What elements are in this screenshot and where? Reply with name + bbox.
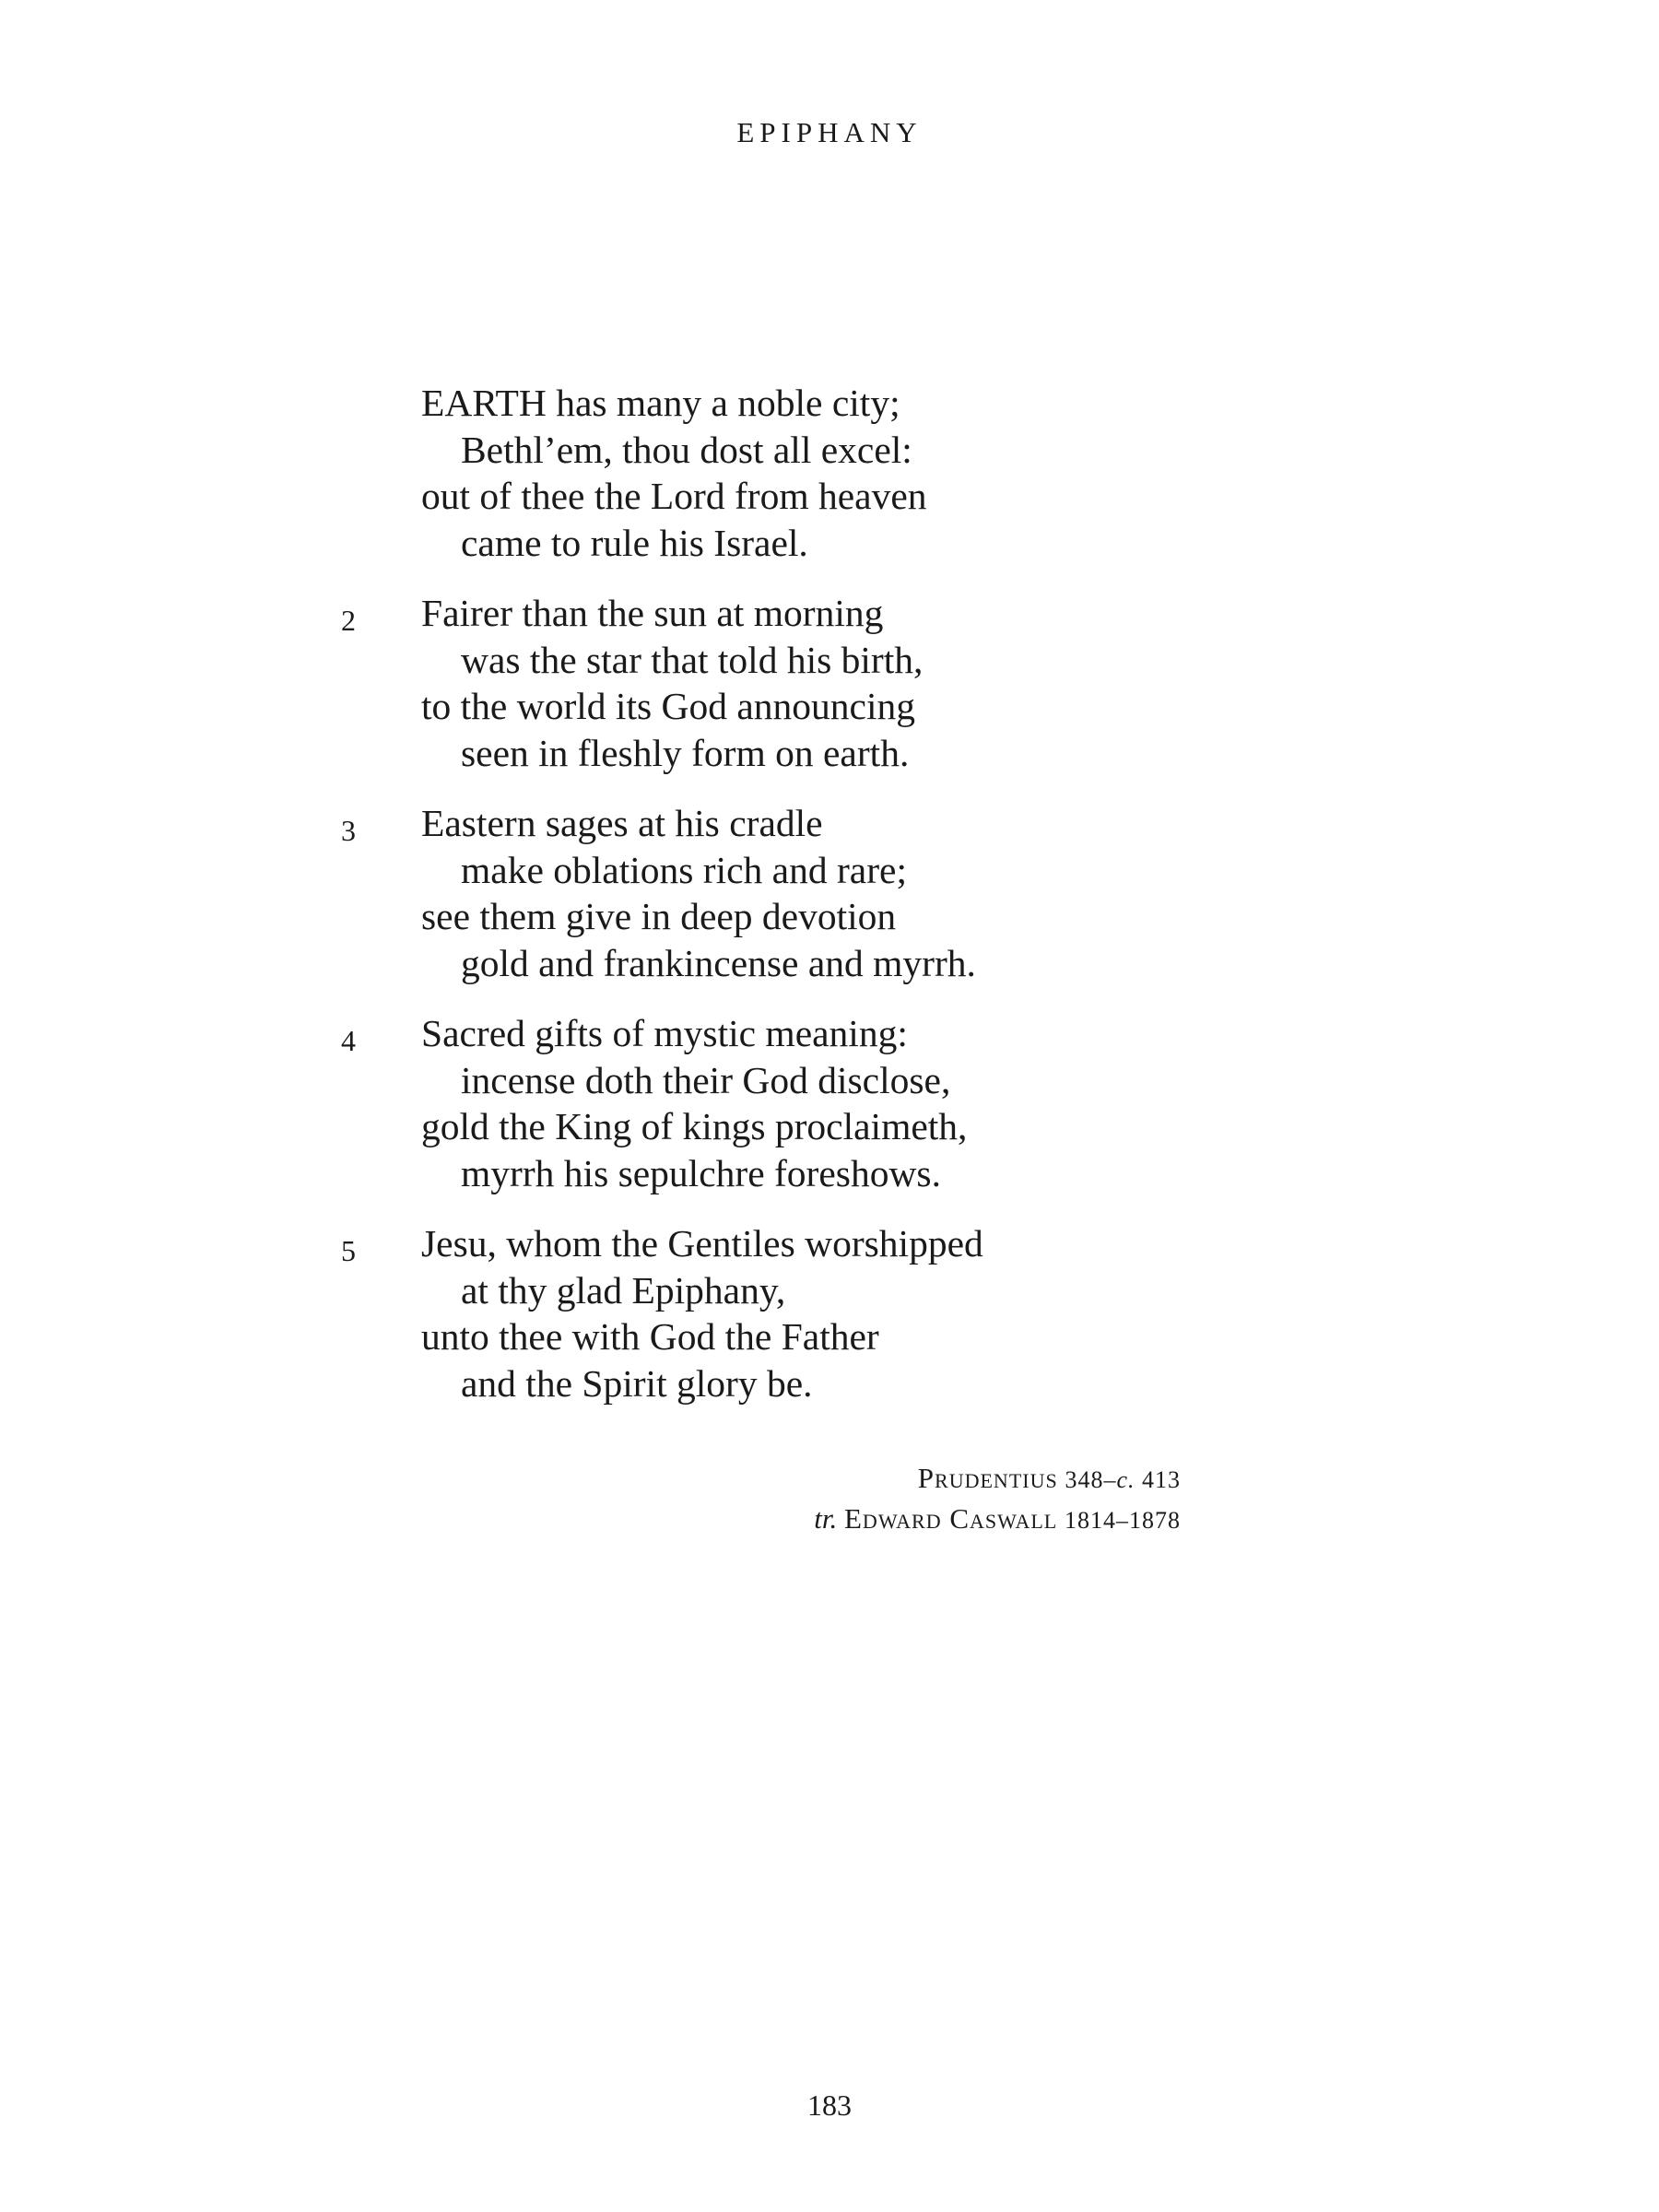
verse-line: myrrh his sepulchre foreshows. (461, 1151, 941, 1194)
author-dates-circa: c. (1116, 1466, 1135, 1493)
verse-line: Fairer than the sun at morning (421, 592, 884, 634)
verse-line: came to rule his Israel. (461, 521, 808, 564)
hymn-text (341, 380, 1447, 1430)
translator-line (814, 1500, 1181, 1540)
verse-line: EARTH has many a noble city; (421, 382, 900, 424)
running-head: EPIPHANY (736, 116, 923, 148)
stanza-number: 2 (341, 604, 356, 637)
translator-prefix: tr. (814, 1502, 838, 1535)
verse-line: Bethl’em, thou dost all excel: (461, 428, 912, 471)
verse-line: and the Spirit glory be. (461, 1361, 813, 1405)
verse-line: Jesu, whom the Gentiles worshipped (421, 1222, 983, 1265)
stanza-1 (341, 380, 1447, 566)
author-dates-start: 348– (1065, 1466, 1117, 1493)
verse-line: see them give in deep devotion (421, 895, 897, 937)
verse-line: gold and frankincense and myrrh. (461, 941, 976, 984)
verse-line: at thy glad Epiphany, (461, 1268, 786, 1312)
stanza-number: 5 (341, 1234, 356, 1267)
page-number: 183 (807, 2088, 852, 2122)
verse-line: unto thee with God the Father (421, 1315, 879, 1358)
verse-line: Eastern sages at his cradle (421, 802, 823, 844)
verse-line: make oblations rich and rare; (461, 848, 907, 891)
stanza-2 (341, 590, 1447, 776)
author-dates-end: 413 (1135, 1466, 1181, 1493)
verse-line: incense doth their God disclose, (461, 1058, 951, 1101)
verse-line: seen in fleshly form on earth. (461, 731, 910, 774)
author-line (814, 1459, 1181, 1500)
author-dates (1065, 1466, 1181, 1493)
stanza-5 (341, 1220, 1447, 1406)
verse-line: was the star that told his birth, (461, 638, 924, 681)
translator-name: Edward Caswall (844, 1502, 1058, 1535)
stanza-3 (341, 800, 1447, 986)
attribution (814, 1459, 1181, 1540)
verse-line: out of thee the Lord from heaven (421, 475, 927, 517)
verse-line: gold the King of kings proclaimeth, (421, 1105, 968, 1147)
stanza-number: 3 (341, 814, 356, 847)
stanza-4 (341, 1010, 1447, 1196)
verse-line: to the world its God announcing (421, 685, 915, 727)
author-name: Prudentius (917, 1462, 1058, 1494)
stanza-number: 4 (341, 1024, 356, 1057)
verse-line: Sacred gifts of mystic meaning: (421, 1012, 908, 1054)
translator-dates: 1814–1878 (1065, 1507, 1181, 1534)
